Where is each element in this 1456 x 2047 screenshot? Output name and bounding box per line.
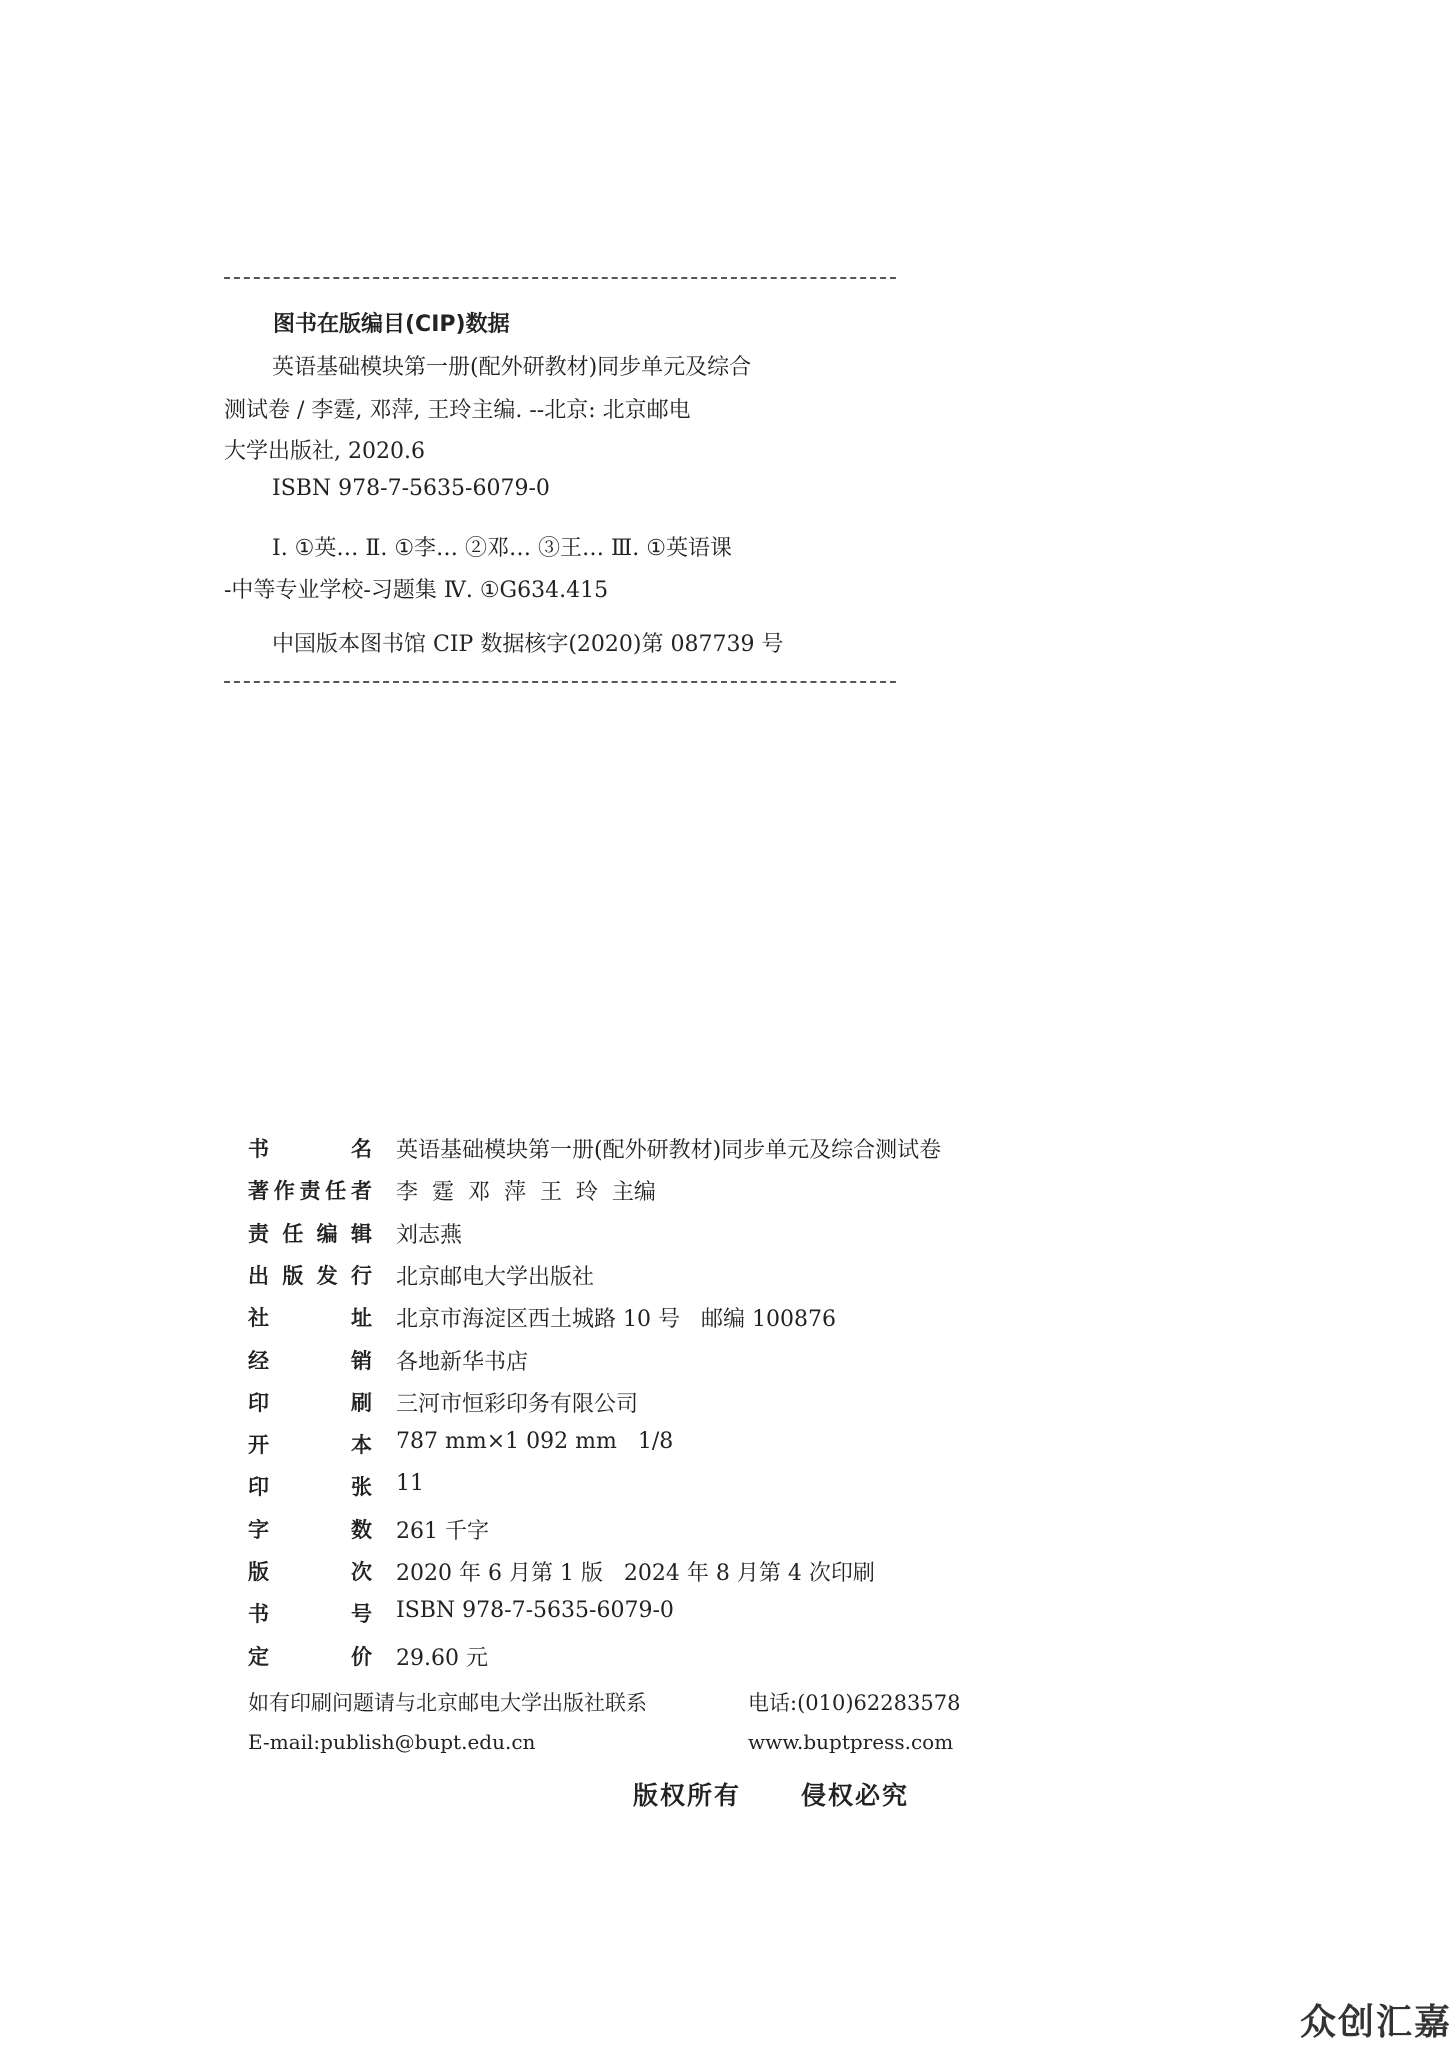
info-label-char: 印 [248,1475,269,1500]
phone-number: 电话:(010)62283578 [748,1691,961,1715]
info-value: 各地新华书店 [396,1349,529,1375]
info-label-char: 印 [248,1390,269,1415]
info-label-char: 号 [351,1602,372,1627]
info-label-char: 销 [351,1348,372,1373]
website-url: www.buptpress.com [748,1730,954,1754]
info-label [248,1302,372,1332]
info-label-char: 址 [351,1306,372,1331]
info-label-char: 任 [282,1221,304,1246]
info-label [248,1598,372,1628]
info-label [248,1260,372,1290]
contact-note: 如有印刷问题请与北京邮电大学出版社联系 [248,1691,647,1715]
bottom-dashed-divider [224,681,896,683]
info-label-char: 经 [248,1348,269,1373]
cip-line: 中国版本图书馆 CIP 数据核字(2020)第 087739 号 [272,632,784,657]
info-label-char: 出 [248,1263,269,1288]
info-label-char: 责 [248,1221,269,1246]
info-value: 2020 年 6 月第 1 版 2024 年 8 月第 4 次印刷 [396,1561,875,1586]
info-label-char: 字 [248,1517,269,1542]
info-label-char: 数 [351,1517,372,1542]
info-label-char: 次 [351,1560,372,1584]
cip-line: Ⅰ. ①英… Ⅱ. ①李… ②邓… ③王… Ⅲ. ①英语课 [272,536,732,561]
infringement-warning: 侵权必究 [801,1781,910,1810]
info-label-char: 任 [325,1179,347,1204]
cip-line: ISBN 978-7-5635-6079-0 [272,476,550,501]
info-label-char: 书 [248,1602,269,1627]
info-value: 29.60 元 [396,1645,488,1671]
info-label-char: 辑 [350,1221,372,1246]
info-label [248,1218,372,1248]
copyright-notice [633,1776,909,1812]
info-label-char: 编 [316,1221,338,1246]
info-value: 三河市恒彩印务有限公司 [396,1391,639,1417]
info-label [248,1641,372,1671]
info-label-char: 者 [351,1179,372,1204]
info-label [248,1514,372,1544]
info-value: 11 [396,1471,424,1497]
info-value: 刘志燕 [396,1222,463,1248]
info-label [248,1133,372,1163]
info-label-char: 名 [351,1137,372,1161]
info-value: 北京邮电大学出版社 [396,1264,595,1290]
cip-block [224,277,896,657]
watermark-logo: 众创汇嘉 [1299,2002,1452,2043]
info-label-char: 版 [248,1560,269,1584]
cip-line: -中等专业学校-习题集 Ⅳ. ①G634.415 [224,578,609,603]
info-label-char: 发 [316,1263,338,1288]
info-label-char: 开 [248,1433,269,1458]
info-value: 787 mm×1 092 mm 1/8 [396,1429,674,1455]
info-label [248,1471,372,1501]
cip-line: 大学出版社, 2020.6 [224,439,425,464]
info-value: 北京市海淀区西土城路 10 号 邮编 100876 [396,1307,836,1333]
info-label [248,1175,372,1205]
contact-email-line [248,1730,954,1754]
info-label [248,1556,372,1586]
cip-line: 测试卷 / 李霆, 邓萍, 王玲主编. --北京: 北京邮电 [224,398,691,423]
info-label-char: 社 [248,1306,269,1331]
info-label-char: 价 [351,1644,372,1669]
cip-title: 图书在版编目(CIP)数据 [273,312,510,337]
info-label [248,1387,372,1417]
info-label [248,1429,372,1459]
info-label-char: 书 [248,1137,269,1161]
info-label-char: 刷 [351,1390,372,1415]
contact-phone-line [248,1687,961,1717]
top-dashed-divider [224,277,896,279]
info-value: 李 霆 邓 萍 王 玲 主编 [396,1180,656,1206]
info-value: 英语基础模块第一册(配外研教材)同步单元及综合测试卷 [396,1138,942,1163]
info-value: 261 千字 [396,1518,489,1544]
cip-line: 英语基础模块第一册(配外研教材)同步单元及综合 [272,355,752,380]
info-value: ISBN 978-7-5635-6079-0 [396,1598,674,1624]
info-label-char: 著 [248,1179,269,1204]
info-label-char: 版 [282,1263,304,1288]
email-address: E-mail:publish@bupt.edu.cn [248,1730,536,1754]
info-label-char: 行 [350,1263,372,1288]
info-label-char: 定 [248,1644,269,1669]
info-label-char: 张 [351,1475,372,1500]
info-label-char: 责 [299,1179,321,1204]
info-label-char: 本 [351,1433,372,1458]
info-label-char: 作 [273,1179,295,1204]
rights-reserved: 版权所有 [633,1781,742,1810]
info-label [248,1345,372,1375]
